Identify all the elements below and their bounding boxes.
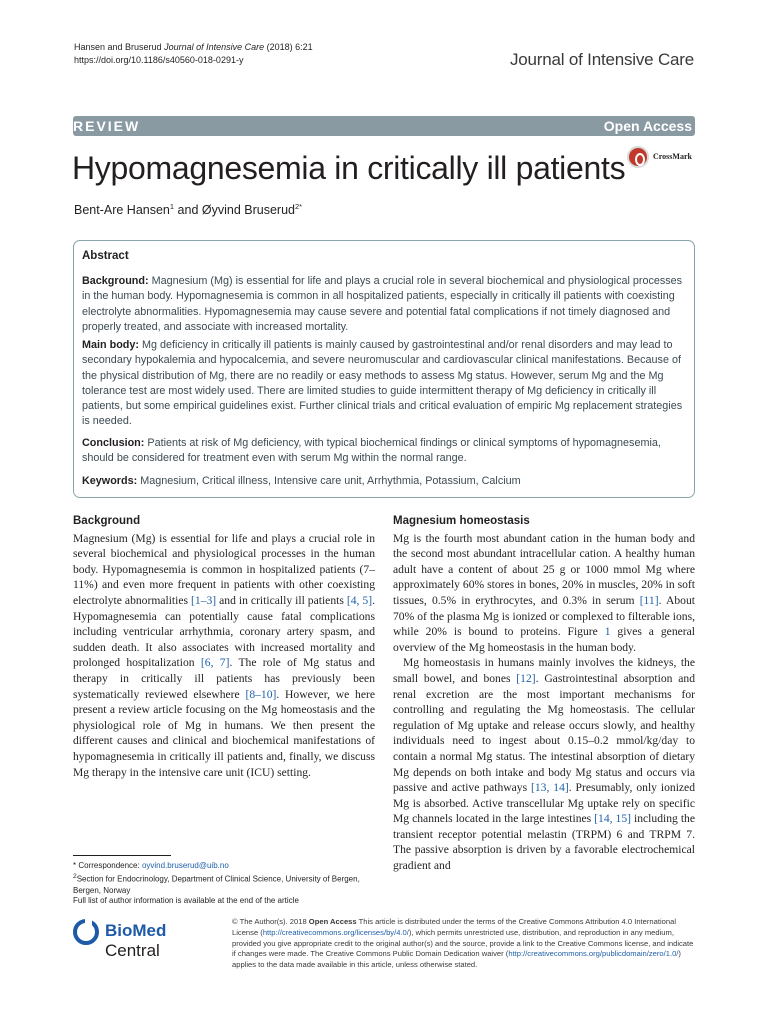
body-text: Mg is the fourth most abundant cation in the human body and the second most abundant intracellular cation. A healthy human adult have a content of about 25 g or 1000 mmol Mg where approximately 60% stores in bones, 20% in muscles, 20% in soft tissues, 0.5% in erythrocytes, and 0.3% in serum [393,531,695,607]
affiliation-marker: 1 [169,202,175,211]
affiliation-note [73,871,373,897]
open-access-label: Open Access [603,118,692,134]
abstract-background-text: Magnesium (Mg) is essential for life and plays a crucial role in several biochemical and physiological processes in the human body. Hypomagnesemia is common in all hospitalized patients, especially in critically ill patients with coexisting electrolyte abnormalities. Hypomagnesemia may cause severe and potential fatal complications if not timely diagnosed and properly treated, and associate with increased mortality. [82,275,683,333]
figure-link[interactable]: 1 [604,625,611,639]
reference-link[interactable]: [1–3] [191,593,217,607]
body-text: and in critically ill patients [216,593,347,607]
article-title: Hypomagnesemia in critically ill patients [72,150,626,186]
body-text: . Hypomagnesemia can potentially cause fatal complications including ventricular arrhythmia, coronary artery spasm, and sudden death. It also associates with increased mortality and prolonged hospitalization [73,593,375,670]
reference-link[interactable]: [8–10] [245,687,277,701]
publisher-name-bold: BioMed [105,921,167,940]
keywords-label: Keywords: [82,475,138,487]
license-open-access: Open Access [308,917,357,926]
affiliation-text: Section for Endocrinology, Department of Clinical Science, University of Bergen, Bergen, Norway [73,874,360,896]
abstract-background-label: Background: [82,275,149,287]
author-list [74,202,302,217]
reference-link[interactable]: [13, 14] [531,781,569,795]
license-text: © The Author(s). 2018 [232,917,309,926]
biomed-central-icon [73,919,99,945]
reference-link[interactable]: [4, 5] [346,593,373,607]
affiliation-marker: 2* [294,202,303,211]
body-text: . About 70% of the plasma Mg is ionized or complexed to filterable ions, while 20% is bound to proteins. Figure [393,593,695,639]
correspondence-note [73,860,373,872]
reference-link[interactable]: [11] [639,593,659,607]
homeostasis-paragraph [393,531,695,656]
abstract-keywords [82,474,688,489]
citation-block [74,41,313,67]
license-text: ), which permits unrestricted use, distribution, and reproduction in any medium, provided you give appropriate credit to the original author(s) and the source, provide a link to the Creative Commons license, and indicate if changes were made. The Creative Commons Public Domain Dedication waiver ( [232,927,694,959]
body-text: gives a general overview of the Mg homeostasis in the human body. [393,625,695,654]
affiliation-marker: 2 [73,873,77,880]
reference-link[interactable]: [14, 15] [594,812,631,826]
body-text: Mg homeostasis in humans mainly involves the kidneys, the small bowel, and bones [393,656,695,685]
abstract-heading: Abstract [82,250,129,262]
body-column-right [393,514,695,874]
publisher-name [105,921,223,961]
license-link[interactable]: http://creativecommons.org/publicdomain/zero/1.0/ [508,949,679,959]
correspondence-email[interactable]: oyvind.bruserud@uib.no [141,861,229,870]
article-type-label: REVIEW [73,118,141,134]
abstract-box [73,240,695,498]
reference-link[interactable]: [6, 7] [200,656,230,670]
doi-link[interactable]: https://doi.org/10.1186/s40560-018-0291-y [74,55,244,65]
abstract-conclusion [82,436,688,467]
author-separator: and [174,203,202,218]
abstract-conclusion-text: Patients at risk of Mg deficiency, with typical biochemical findings or clinical symptoms of hypomagnesemia, should be considered for treatment even with serum Mg within the normal range. [82,437,661,465]
biomed-central-logo[interactable] [73,917,223,960]
section-heading-homeostasis: Magnesium homeostasis [393,515,530,527]
body-text: including the transient receptor potential melastin (TRPM) 6 and TRPM 7. The passive absorption is driven by a favorable electrochemical gradient and [393,812,695,873]
crossmark-badge[interactable] [627,146,697,172]
section-heading-background: Background [73,515,141,527]
citation-line [74,41,313,54]
license-statement [232,917,696,971]
article-type-bar [73,116,695,136]
crossmark-icon [627,146,649,168]
correspondence-label: * Correspondence: [73,861,142,870]
abstract-main-body [82,338,688,430]
citation-authors: Hansen and Bruserud [74,42,162,52]
footnote-divider [73,855,171,856]
abstract-conclusion-label: Conclusion: [82,437,145,449]
abstract-main-label: Main body: [82,339,139,351]
author-name[interactable]: Øyvind Bruserud [201,203,295,218]
citation-journal: Journal of Intensive Care [164,42,265,52]
body-text: . Gastrointestinal absorption and renal excretion are the most important mechanisms for controlling and regulating the Mg homeostasis. The cellular regulation of Mg uptake and release occurs slowly, and healthy individuals need to ingest about 0.15–0.2 mmol/kg/day to contain a normal Mg status. The intestinal absorption of dietary Mg depends on both intake and body Mg status and occurs via passive and active pathways [393,671,695,795]
body-text: . The role of Mg status and therapy in critically ill patients has previously been systematically reviewed elsewhere [73,656,375,701]
journal-name: Journal of Intensive Care [510,50,694,69]
homeostasis-paragraph [393,655,695,873]
license-text: ) applies to the data made available in this article, unless otherwise stated. [232,949,681,970]
background-paragraph [73,531,375,781]
abstract-background [82,274,688,335]
body-column-left [73,514,375,780]
body-text: . Presumably, only ionized Mg is absorbed. Active transcellular Mg uptake rely on specific Mg channels located in the large intestines [393,781,695,826]
author-name[interactable]: Bent-Are Hansen [74,203,170,218]
reference-link[interactable]: [12] [516,671,536,685]
crossmark-label: CrossMark [653,152,692,161]
body-text: Magnesium (Mg) is essential for life and plays a crucial role in several biochemical and physiological processes in the human body. Hypomagnesemia is common in hospitalized patients (7–11%) and even more frequent in patients with other coexisting electrolyte abnormalities [73,531,375,607]
full-list-note: Full list of author information is available at the end of the article [73,896,299,905]
body-text: . However, we here present a review article focusing on the Mg homeostasis and the physiological role of Mg in humans. We then present the different causes and clinical and biochemical manifestations of hypomagnesemia in critically ill patients and, finally, we discuss Mg therapy in the intensive care unit (ICU) setting. [73,687,375,779]
keywords-text: Magnesium, Critical illness, Intensive care unit, Arrhythmia, Potassium, Calcium [137,475,521,487]
license-link[interactable]: http://creativecommons.org/licenses/by/4.0/ [262,927,409,937]
license-text: This article is distributed under the terms of the Creative Commons Attribution 4.0 International License ( [232,917,677,937]
abstract-main-text: Mg deficiency in critically ill patients is mainly caused by gastrointestinal and/or renal disorders and may lead to secondary hypokalemia and hypocalcemia, and severe neuromuscular and cardiovascular clinical manifestations. Because of the physical distribution of Mg, there are no readily or easy methods to assess Mg status. However, serum Mg and the Mg tolerance test are most widely used. There are limited studies to guide intermittent therapy of Mg deficiency in critically ill patients, but some empirical guidelines exist. Further clinical trials and critical evaluation of empiric Mg replacement strategies is needed. [82,339,683,428]
publisher-name-rest: Central [105,941,160,960]
citation-year-volume: (2018) 6:21 [264,42,313,52]
